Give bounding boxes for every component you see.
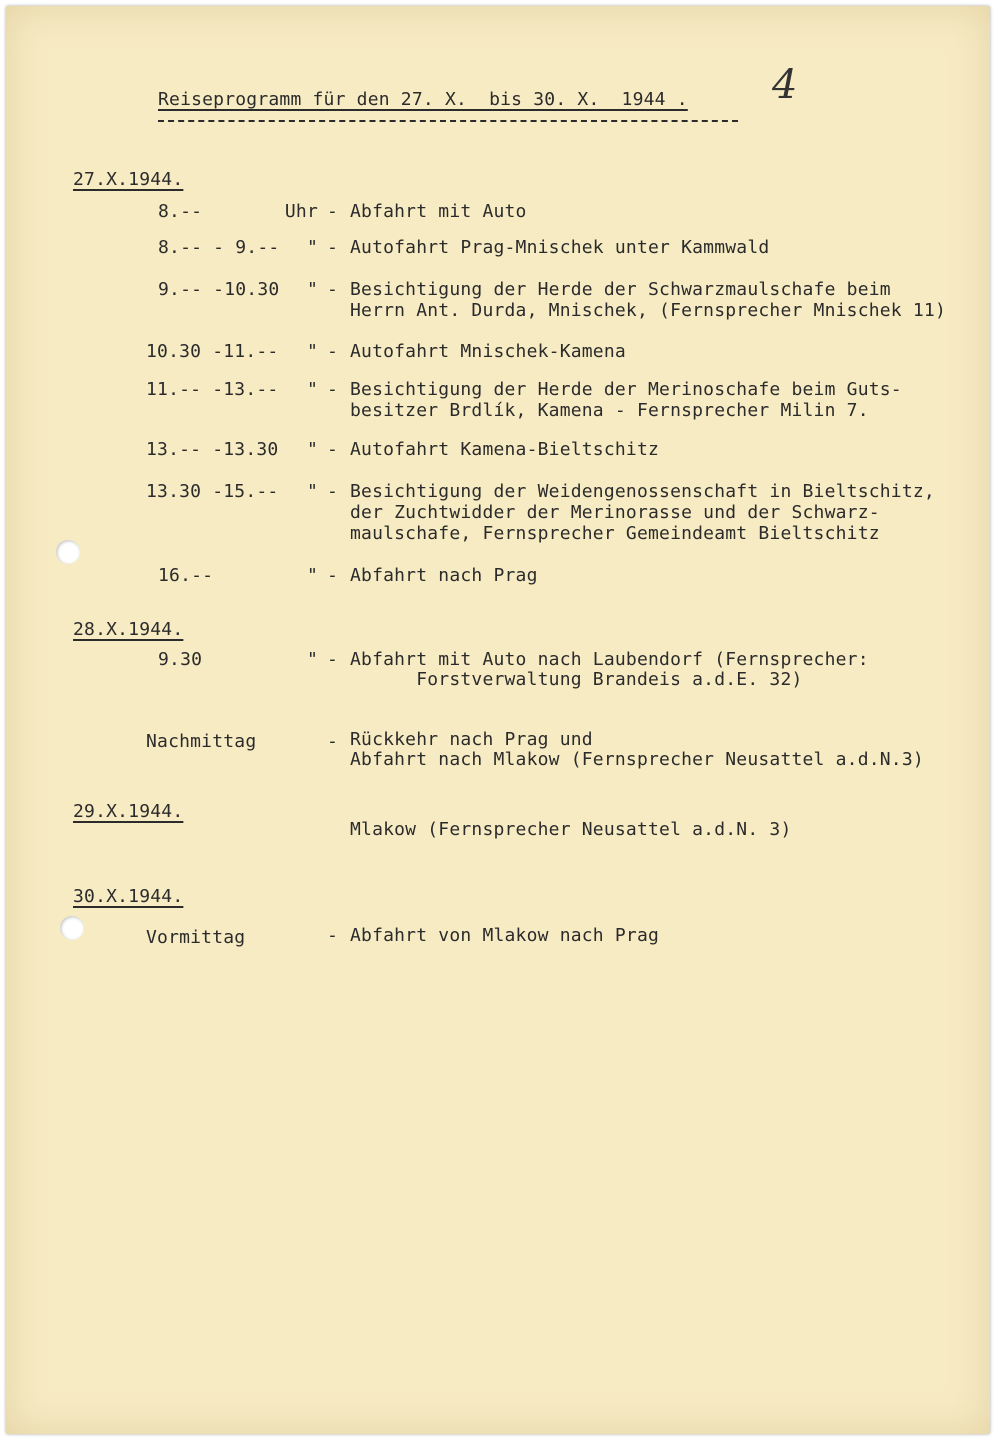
schedule-activity: Abfahrt nach Prag — [350, 565, 538, 586]
punch-hole — [60, 916, 84, 940]
time-unit: " — [306, 439, 318, 460]
schedule-activity: Herrn Ant. Durda, Mnischek, (Fernsprecher Mnischek 11) — [350, 300, 946, 321]
schedule-time: 13.30 -15.-- — [146, 481, 279, 502]
schedule-activity: Besichtigung der Weidengenossenschaft in Bieltschitz, — [350, 481, 935, 502]
schedule-time: 16.-- — [158, 565, 214, 586]
schedule-activity: Autofahrt Mnischek-Kamena — [350, 341, 626, 362]
separator-dash: - — [327, 341, 339, 362]
schedule-activity: Besichtigung der Herde der Merinoschafe beim Guts- — [350, 379, 902, 400]
separator-dash: - — [327, 481, 339, 502]
schedule-activity: Abfahrt nach Mlakow (Fernsprecher Neusattel a.d.N.3) — [350, 749, 924, 770]
schedule-activity: der Zuchtwidder der Merinorasse und der Schwarz- — [350, 502, 880, 523]
time-unit: " — [306, 481, 318, 502]
schedule-activity: maulschafe, Fernsprecher Gemeindeamt Bieltschitz — [350, 523, 880, 544]
separator-dash: - — [327, 565, 339, 586]
separator-dash: - — [327, 379, 339, 400]
schedule-activity: Forstverwaltung Brandeis a.d.E. 32) — [350, 669, 803, 690]
schedule-time: Nachmittag — [146, 731, 257, 752]
time-unit: " — [306, 341, 318, 362]
schedule-time: 8.-- — [158, 201, 203, 222]
schedule-time: 9.-- -10.30 — [158, 279, 280, 300]
date-heading: 30.X.1944. — [73, 886, 184, 907]
date-heading: 28.X.1944. — [73, 619, 184, 640]
schedule-time: Vormittag — [146, 927, 246, 948]
punch-hole — [56, 540, 80, 564]
schedule-time: 13.-- -13.30 — [146, 439, 279, 460]
schedule-time: 10.30 -11.-- — [146, 341, 279, 362]
schedule-activity: Abfahrt mit Auto nach Laubendorf (Fernsprecher: — [350, 649, 869, 670]
schedule-time: 8.-- - 9.-- — [158, 237, 280, 258]
document-title: Reiseprogramm für den 27. X. bis 30. X. 1944 . — [158, 89, 688, 110]
schedule-activity: Abfahrt mit Auto — [350, 201, 527, 222]
date-heading: 27.X.1944. — [73, 169, 184, 190]
schedule-activity: Autofahrt Prag-Mnischek unter Kammwald — [350, 237, 770, 258]
schedule-activity: Rückkehr nach Prag und — [350, 729, 593, 750]
date-heading: 29.X.1944. — [73, 801, 184, 822]
schedule-activity: Mlakow (Fernsprecher Neusattel a.d.N. 3) — [350, 819, 792, 840]
schedule-activity: Autofahrt Kamena-Bieltschitz — [350, 439, 660, 460]
separator-dash: - — [327, 201, 339, 222]
schedule-activity: Besichtigung der Herde der Schwarzmaulschafe beim — [350, 279, 891, 300]
handwritten-page-number: 4 — [772, 62, 798, 108]
time-unit: " — [306, 649, 318, 670]
separator-dash: - — [327, 237, 339, 258]
time-unit: " — [306, 279, 318, 300]
separator-dash: - — [327, 279, 339, 300]
title-double-underline — [158, 120, 738, 122]
time-unit: " — [306, 237, 318, 258]
separator-dash: - — [327, 439, 339, 460]
separator-dash: - — [327, 925, 339, 946]
time-unit: " — [306, 379, 318, 400]
schedule-activity: besitzer Brdlík, Kamena - Fernsprecher Milin 7. — [350, 400, 869, 421]
schedule-time: 11.-- -13.-- — [146, 379, 279, 400]
separator-dash: - — [327, 649, 339, 670]
separator-dash: - — [327, 731, 339, 752]
schedule-activity: Abfahrt von Mlakow nach Prag — [350, 925, 660, 946]
time-unit: Uhr — [284, 201, 318, 222]
schedule-time: 9.30 — [158, 649, 203, 670]
time-unit: " — [306, 565, 318, 586]
